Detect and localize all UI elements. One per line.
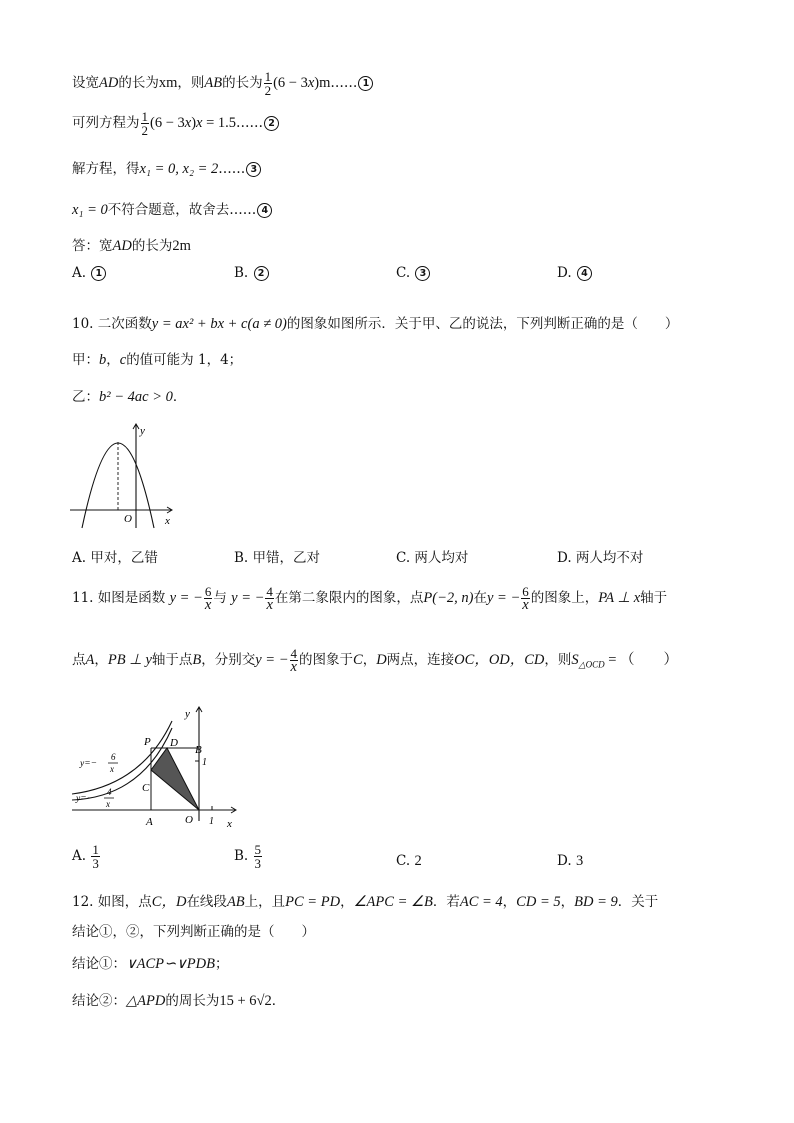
text: 结论②： — [72, 993, 126, 1009]
option-letter: C. — [396, 265, 411, 281]
math: y = − — [255, 652, 289, 668]
math: B — [192, 652, 202, 668]
math: b² − 4ac > 0 — [99, 389, 173, 405]
math: AD — [112, 238, 132, 254]
solution-line-5 — [72, 234, 191, 255]
math: OC，OD，CD — [454, 652, 545, 668]
q11-hyperbola-figure — [72, 703, 252, 835]
solution-line-4 — [72, 198, 272, 219]
math: PB ⊥ y — [107, 652, 152, 668]
math: x — [307, 75, 315, 91]
math: x — [196, 115, 203, 131]
option-value: 2 — [414, 853, 422, 869]
q10-jia — [72, 348, 242, 369]
q11-stem-line-1 — [72, 585, 667, 612]
fraction: $\frac{1}{2}$ — [264, 69, 272, 98]
math: PA ⊥ x — [598, 590, 641, 606]
text: ． — [172, 389, 187, 405]
q12-conclusion-1 — [72, 952, 228, 973]
text: 的值可能为 1，4； — [126, 352, 243, 368]
option-letter: B. — [234, 265, 249, 281]
q10-option-d[interactable]: D. 两人均不对 — [557, 550, 644, 566]
math: b — [99, 352, 107, 368]
circled-number: 4 — [257, 203, 272, 218]
math: C，D — [151, 894, 187, 910]
math: y = ax² + bx + c — [151, 316, 248, 332]
text: 的图象上， — [530, 590, 599, 606]
text: 如图，点 — [97, 894, 152, 910]
text: ， — [502, 894, 517, 910]
text: 解方程，得 — [72, 161, 140, 177]
math: 2m — [172, 238, 191, 254]
math: ) — [191, 115, 197, 131]
circled-number: 1 — [358, 76, 373, 91]
text: 设宽 — [72, 75, 99, 91]
curve-2-label: y=− — [76, 794, 94, 804]
fraction: $\frac{4}{x}$ — [266, 584, 273, 613]
text: 轴于 — [640, 590, 668, 606]
text: 结论①： — [72, 956, 126, 972]
text: ．关于 — [617, 894, 659, 910]
point-p-label: P — [144, 736, 151, 748]
text: 轴于点 — [151, 652, 193, 668]
q9-option-b[interactable] — [234, 265, 269, 281]
q12-stem-line-2: 结论①，②，下列判断正确的是（ ） — [72, 924, 315, 940]
text: 在线段 — [186, 894, 227, 910]
text: 的长为 — [222, 75, 263, 91]
math: = （ ） — [604, 652, 679, 668]
x-unit-label: 1 — [209, 816, 214, 827]
question-number: 12. — [72, 894, 94, 910]
text: ，则 — [544, 652, 572, 668]
fraction: $\frac{6}{x}$ — [204, 584, 212, 613]
y-unit-label: 1 — [202, 757, 207, 768]
circled-number: 3 — [415, 266, 430, 281]
text: 点 — [72, 652, 86, 668]
q9-option-d[interactable] — [557, 265, 592, 281]
math: AB — [226, 894, 245, 910]
math: AD — [99, 75, 119, 91]
text: 乙： — [72, 389, 99, 405]
math: (a ≠ 0) — [247, 316, 287, 332]
text: 的图象于 — [299, 652, 354, 668]
math: BD = 9 — [574, 894, 618, 910]
text: ； — [214, 956, 229, 972]
text: 答：宽 — [72, 238, 113, 254]
math: x₁ = 0 — [72, 202, 108, 218]
q10-yi — [72, 385, 186, 406]
y-label: y — [140, 425, 145, 437]
curve-y-neg-6-over-x — [72, 721, 172, 794]
fraction: $\frac{6}{x}$ — [522, 584, 529, 613]
math: PC = PD — [285, 894, 341, 910]
math: y = − — [231, 590, 265, 606]
q9-option-a[interactable] — [72, 265, 106, 281]
text: 甲： — [72, 352, 99, 368]
text: 与 — [213, 590, 227, 606]
curve-2-numerator: 4 — [107, 787, 112, 797]
dots: …… — [218, 161, 246, 177]
dots: …… — [330, 75, 358, 91]
text: 的图象如图所示．关于甲、乙的说法，下列判断正确的是（ ） — [286, 316, 679, 332]
text: ，分别交 — [201, 652, 256, 668]
q12-conclusion-2 — [72, 989, 285, 1010]
math: D — [376, 652, 387, 668]
solution-line-2 — [72, 110, 279, 137]
math: 15 + 6√2 — [219, 993, 272, 1009]
math: x₁ = 0, x₂ = 2 — [139, 161, 219, 177]
math: AB — [204, 75, 223, 91]
curve-1-numerator: 6 — [111, 752, 116, 762]
math: c — [119, 352, 127, 368]
q11-option-d[interactable] — [557, 853, 583, 870]
text: 如图是函数 — [97, 590, 166, 606]
text: 上，且 — [244, 894, 286, 910]
dots: …… — [229, 202, 257, 218]
circled-number: 2 — [264, 116, 279, 131]
origin-label: O — [124, 513, 132, 525]
math: (6 − 3 — [273, 75, 308, 91]
text: ，则 — [177, 75, 205, 91]
math: ∠APC = ∠B — [353, 894, 433, 910]
point-a-label: A — [146, 816, 153, 828]
math: xm — [158, 75, 178, 91]
option-letter: D. — [557, 265, 572, 281]
option-letter: C. — [396, 853, 411, 869]
math: A — [85, 652, 95, 668]
point-d-label: D — [170, 737, 178, 749]
q10-option-c[interactable]: C. 两人均对 — [396, 550, 469, 566]
text: 的长为 — [131, 238, 173, 254]
curve-1-label: y=− — [80, 759, 98, 769]
question-number: 11. — [72, 590, 94, 606]
text: 不符合题意，故舍去 — [107, 202, 230, 218]
circled-number: 2 — [254, 266, 269, 281]
math: S — [571, 652, 579, 668]
text: ， — [94, 652, 108, 668]
math: y = − — [486, 590, 521, 606]
option-letter: A. — [72, 848, 87, 864]
math-subscript: △OCD — [578, 659, 605, 670]
circled-number: 4 — [577, 266, 592, 281]
q12-stem-line-1 — [72, 890, 658, 911]
math: CD = 5 — [516, 894, 561, 910]
triangle-ocd — [151, 748, 199, 810]
text: 两点，连接 — [386, 652, 455, 668]
text: 在第二象限内的图象，点 — [274, 590, 424, 606]
math: △APD — [126, 993, 166, 1009]
solution-line-1 — [72, 70, 373, 97]
math: = 1.5 — [202, 115, 237, 131]
y-label: y — [185, 708, 190, 720]
text: 的周长为 — [165, 993, 220, 1009]
option-letter: B. — [234, 848, 249, 864]
text: ．若 — [432, 894, 460, 910]
text: ， — [362, 652, 377, 668]
q11-option-b[interactable] — [234, 843, 263, 870]
q11-option-a[interactable] — [72, 843, 101, 870]
x-label: x — [165, 515, 170, 527]
text: ， — [560, 894, 575, 910]
text: 可列方程为 — [72, 115, 140, 131]
math: AC = 4 — [459, 894, 503, 910]
point-c-label: C — [142, 782, 150, 794]
text: ， — [106, 352, 120, 368]
circled-number: 1 — [91, 266, 106, 281]
option-letter: D. — [557, 853, 572, 869]
curve-1-denominator: x — [110, 764, 114, 774]
q10-parabola-figure — [68, 420, 180, 532]
point-b-label: B — [195, 744, 202, 756]
text: 的长为 — [118, 75, 159, 91]
x-label: x — [227, 818, 232, 830]
circled-number: 3 — [246, 162, 261, 177]
fraction: $\frac{1}{3}$ — [92, 842, 99, 871]
text: ， — [340, 894, 354, 910]
parabola-curve — [82, 443, 154, 528]
math: ∨ACP∽∨PDB — [126, 956, 215, 972]
math: P(−2, n) — [423, 590, 474, 606]
option-letter: A. — [72, 265, 87, 281]
fraction: $\frac{5}{3}$ — [254, 842, 262, 871]
text: 二次函数 — [97, 316, 152, 332]
curve-2-denominator: x — [106, 799, 110, 809]
q11-option-c[interactable] — [396, 853, 422, 870]
fraction: $\frac{4}{x}$ — [290, 646, 298, 675]
math: y = − — [169, 590, 203, 606]
text: 在 — [473, 590, 487, 606]
q10-option-b[interactable]: B. 甲错，乙对 — [234, 550, 321, 566]
question-number: 10. — [72, 316, 94, 332]
q11-stem-line-2 — [72, 647, 678, 674]
math: C — [353, 652, 363, 668]
text: ． — [271, 993, 286, 1009]
fraction: $\frac{1}{2}$ — [141, 109, 148, 138]
solution-line-3 — [72, 157, 261, 178]
q10-stem — [72, 312, 678, 333]
dots: …… — [236, 115, 264, 131]
q9-option-c[interactable] — [396, 265, 430, 281]
math: )m — [314, 75, 331, 91]
option-value: 3 — [575, 853, 584, 869]
q10-option-a[interactable]: A. 甲对，乙错 — [72, 550, 158, 566]
math: x — [184, 115, 192, 131]
math: (6 − 3 — [150, 115, 185, 131]
origin-label: O — [185, 814, 193, 826]
